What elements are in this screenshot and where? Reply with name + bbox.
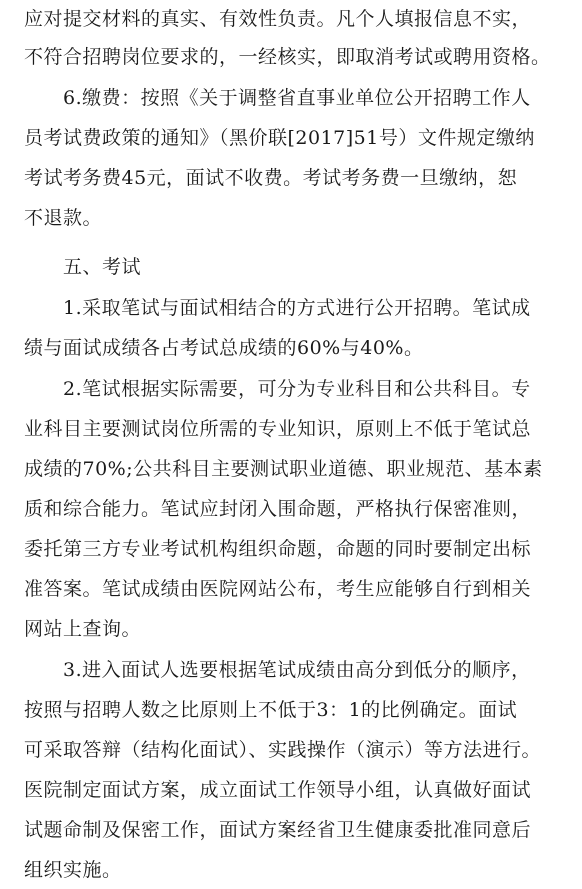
text-line: 考试考务费45元，面试不收费。考试考务费一旦缴纳，恕 [24, 167, 518, 189]
text-line: 试题命制及保密工作，面试方案经省卫生健康委批准同意后 [24, 819, 532, 841]
text-line: 2.笔试根据实际需要，可分为专业科目和公共科目。专 [63, 378, 531, 400]
text-line: 1.采取笔试与面试相结合的方式进行公开招聘。笔试成 [63, 297, 531, 319]
text-line: 不符合招聘岗位要求的，一经核实，即取消考试或聘用资格。 [24, 46, 551, 68]
text-line: 应对提交材料的真实、有效性负责。凡个人填报信息不实， [24, 8, 532, 30]
text-line: 医院制定面试方案，成立面试工作领导小组，认真做好面试 [24, 779, 532, 801]
text-line: 按照与招聘人数之比原则上不低于3：1的比例确定。面试 [24, 699, 518, 721]
text-line: 准答案。笔试成绩由医院网站公布，考生应能够自行到相关 [24, 578, 532, 600]
text-line: 3.进入面试人选要根据笔试成绩由高分到低分的顺序， [63, 659, 531, 681]
section-heading: 五、考试 [63, 256, 142, 278]
text-line: 不退款。 [24, 207, 103, 229]
text-line: 6.缴费：按照《关于调整省直事业单位公开招聘工作人 [63, 87, 531, 109]
text-line: 委托第三方专业考试机构组织命题，命题的同时要制定出标 [24, 538, 532, 560]
text-line: 成绩的70%;公共科目主要测试职业道德、职业规范、基本素 [24, 458, 543, 480]
text-line: 员考试费政策的通知》（黑价联[2017]51号）文件规定缴纳 [24, 127, 535, 149]
text-line: 质和综合能力。笔试应封闭入围命题，严格执行保密准则， [24, 498, 532, 520]
text-line: 组织实施。 [24, 859, 122, 881]
text-line: 业科目主要测试岗位所需的专业知识，原则上不低于笔试总 [24, 418, 532, 440]
text-line: 可采取答辩（结构化面试）、实践操作（演示）等方法进行。 [24, 739, 542, 761]
text-line: 绩与面试成绩各占考试总成绩的60%与40%。 [24, 337, 424, 359]
text-line: 网站上查询。 [24, 618, 142, 640]
